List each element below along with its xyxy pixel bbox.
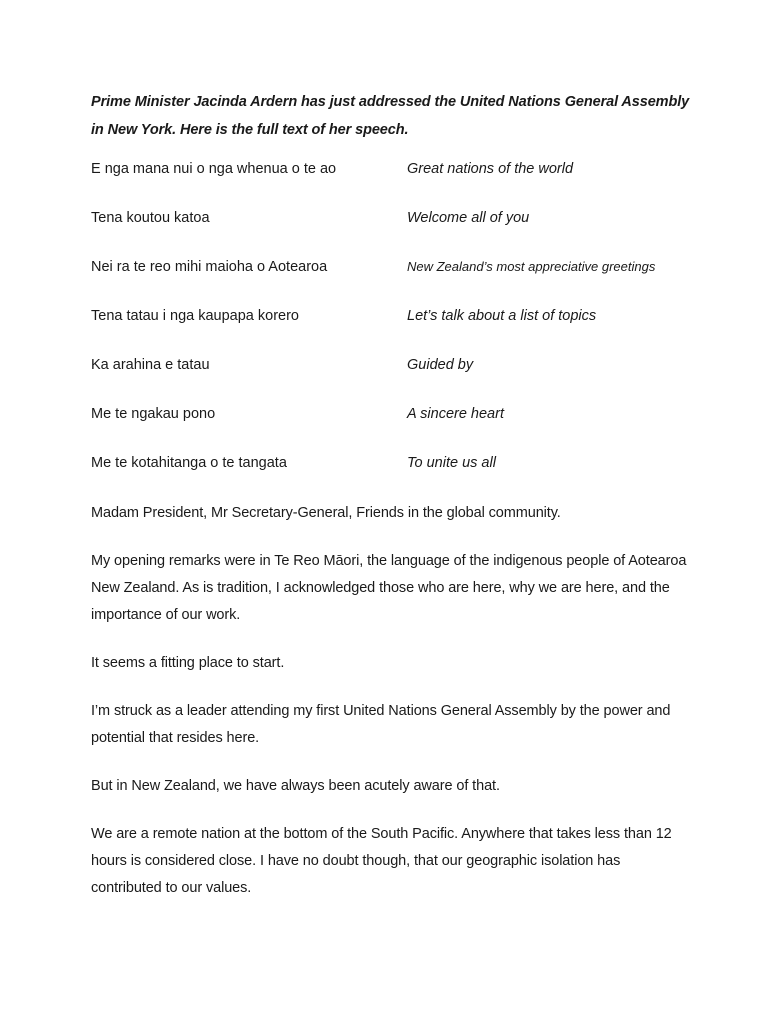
speech-paragraph: I’m struck as a leader attending my first United Nations General Assembly by the power and potential that resides here. <box>91 703 671 746</box>
maori-text: Me te kotahitanga o te tangata <box>91 455 287 471</box>
maori-text: Me te ngakau pono <box>91 406 216 422</box>
english-translation: Welcome all of you <box>407 210 530 226</box>
english-translation: Guided by <box>407 357 474 373</box>
maori-text: E nga mana nui o nga whenua o te ao <box>91 161 337 177</box>
speech-paragraph: We are a remote nation at the bottom of the South Pacific. Anywhere that takes less than 12 hours is considered close. I have no doubt though, that our geographic isolation has contributed to our values. <box>91 826 672 896</box>
greeting-row <box>91 452 691 501</box>
english-translation: Great nations of the world <box>407 161 574 177</box>
english-translation: To unite us all <box>407 455 496 471</box>
greeting-row <box>91 305 691 354</box>
maori-text: Tena koutou katoa <box>91 210 210 226</box>
greeting-row <box>91 158 691 207</box>
english-translation: A sincere heart <box>407 406 504 422</box>
english-translation: Let’s talk about a list of topics <box>407 308 597 324</box>
maori-text: Ka arahina e tatau <box>91 357 210 373</box>
greetings-table <box>91 158 691 501</box>
maori-text: Tena tatau i nga kaupapa korero <box>91 308 299 324</box>
maori-text: Nei ra te reo mihi maioha o Aotearoa <box>91 259 328 275</box>
speech-document <box>91 88 691 923</box>
greeting-row <box>91 354 691 403</box>
greeting-row <box>91 256 691 305</box>
intro-heading: Prime Minister Jacinda Ardern has just addressed the United Nations General Assembly in New York. Here is the full text of her speech. <box>91 94 690 138</box>
greeting-row <box>91 403 691 452</box>
speech-paragraph: Madam President, Mr Secretary-General, Friends in the global community. <box>91 505 561 521</box>
speech-paragraph: My opening remarks were in Te Reo Māori, the language of the indigenous people of Aotearoa New Zealand. As is tradition, I acknowledged those who are here, why we are here, and the importance of our work. <box>91 553 687 623</box>
speech-paragraph: It seems a fitting place to start. <box>91 655 285 671</box>
english-translation: New Zealand’s most appreciative greetings <box>407 259 656 274</box>
greeting-row <box>91 207 691 256</box>
speech-paragraph: But in New Zealand, we have always been acutely aware of that. <box>91 778 500 794</box>
